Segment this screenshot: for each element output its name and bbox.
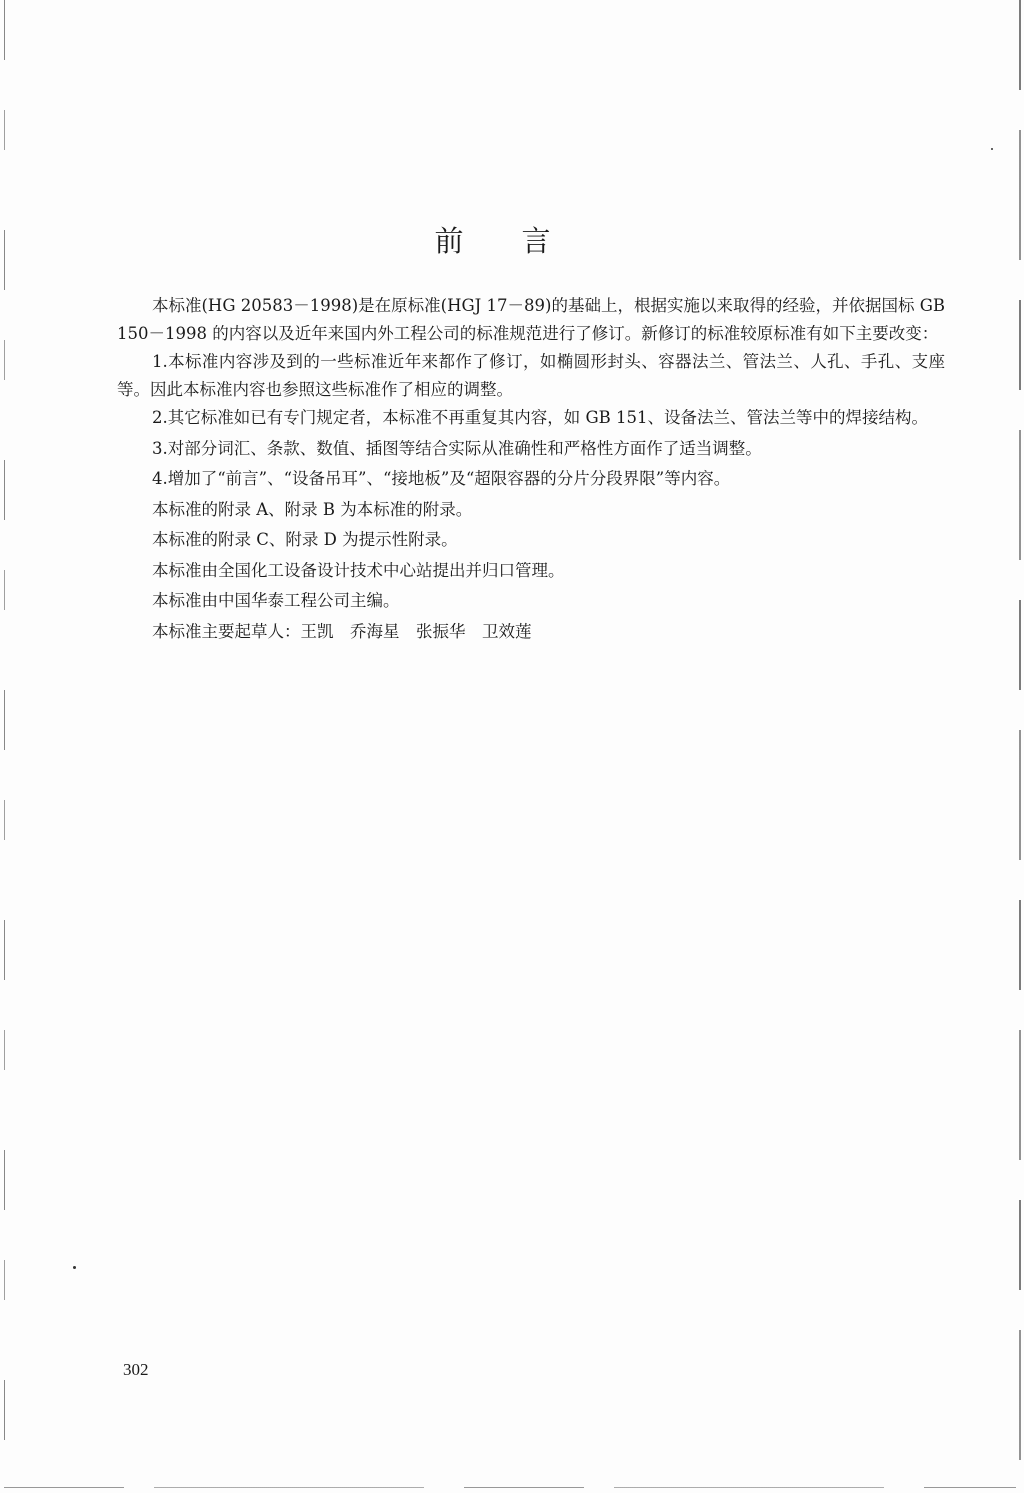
change-item-1: 1.本标准内容涉及到的一些标准近年来都作了修订，如椭圆形封头、容器法兰、管法兰、人孔、手孔、支座等。因此本标准内容也参照这些标准作了相应的调整。 <box>117 352 945 399</box>
drafters-note: 本标准主要起草人：王凯 乔海星 张振华 卫效莲 <box>152 621 532 641</box>
change-item-4: 4.增加了“前言”、“设备吊耳”、“接地板”及“超限容器的分片分段界限”等内容。 <box>152 469 731 488</box>
editor-note: 本标准由中国华泰工程公司主编。 <box>152 591 400 610</box>
scan-speck <box>991 148 993 150</box>
document-body <box>117 292 945 645</box>
page-number: 302 <box>123 1360 149 1379</box>
appendix-note-normative: 本标准的附录 A、附录 B 为本标准的附录。 <box>152 499 473 519</box>
scan-speck <box>73 1266 76 1269</box>
scan-edge-bottom <box>4 1487 1016 1488</box>
change-item-3: 3.对部分词汇、条款、数值、插图等结合实际从准确性和严格性方面作了适当调整。 <box>152 438 762 458</box>
intro-paragraph: 本标准(HG 20583－1998)是在原标准(HGJ 17－89)的基础上，根据实施以来取得的经验，并依据国标 GB 150－1998 的内容以及近年来国内外工程公司的标准规范进行了修订。新修订的标准较原标准有如下主要改变： <box>117 296 946 343</box>
management-note: 本标准由全国化工设备设计技术中心站提出并归口管理。 <box>152 560 565 580</box>
appendix-note-informative: 本标准的附录 C、附录 D 为提示性附录。 <box>152 530 458 549</box>
change-item-2: 2.其它标准如已有专门规定者，本标准不再重复其内容，如 GB 151、设备法兰、管法兰等中的焊接结构。 <box>152 408 929 427</box>
page-title: 前言 <box>434 224 609 259</box>
